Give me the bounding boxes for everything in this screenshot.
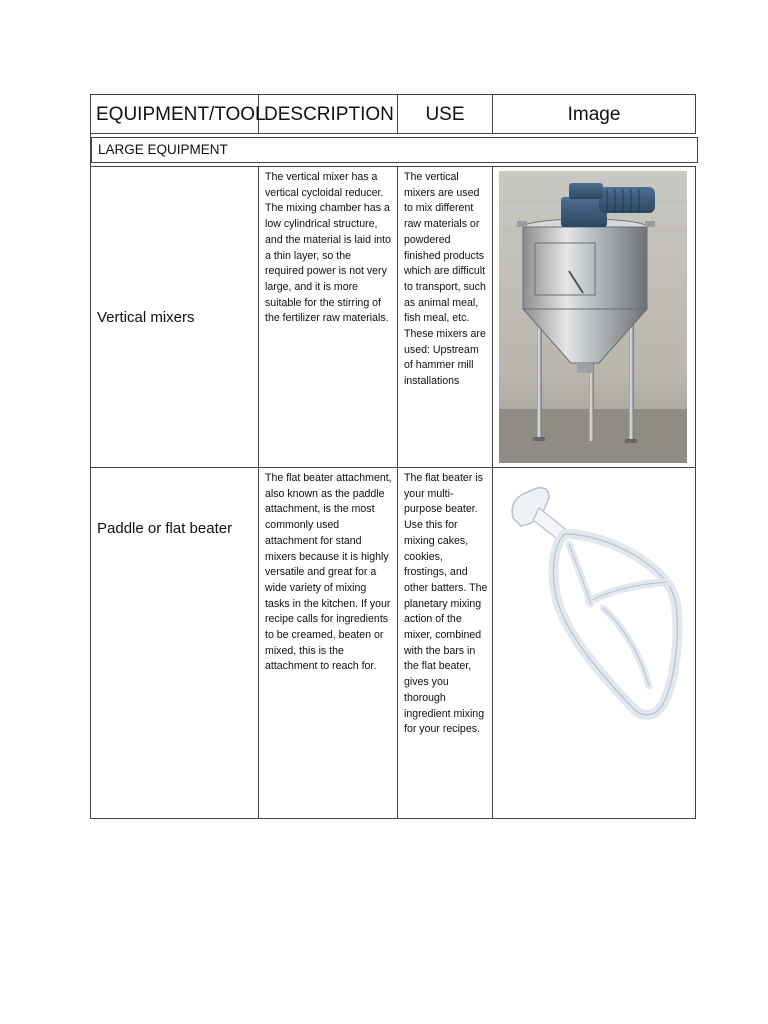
equipment-name: Vertical mixers [91,167,259,468]
vertical-mixer-photo [499,171,687,463]
section-row [91,134,696,167]
section-title: LARGE EQUIPMENT [91,137,698,163]
equipment-use: The vertical mixers are used to mix different raw materials or powdered finished products which are difficult to transport, such as animal meal, fish meal, etc. These mixers are used: Upstream of hammer mill installations [398,167,493,468]
equipment-image [493,468,696,819]
equipment-table [90,94,696,819]
header-row [91,95,696,134]
equipment-image [493,167,696,468]
header-equipment-tool: EQUIPMENT/TOOL [91,95,259,134]
flat-beater-photo [499,472,687,728]
header-description: DESCRIPTION [259,95,398,134]
equipment-use: The flat beater is your multi-purpose beater. Use this for mixing cakes, cookies, frostings, and other batters. The planetary mixing action of the mixer, combined with the bars in the flat beater, gives you thorough ingredient mixing for your recipes. [398,468,493,819]
header-image: Image [493,95,696,134]
equipment-description: The vertical mixer has a vertical cycloidal reducer. The mixing chamber has a low cylindrical structure, and the material is laid into a thin layer, so the required power is not very large, and it is more suitable for the stirring of the fertilizer raw materials. [259,167,398,468]
header-use: USE [398,95,493,134]
equipment-description: The flat beater attachment, also known as the paddle attachment, is the most commonly used attachment for stand mixers because it is highly versatile and great for a wide variety of mixing tasks in the kitchen. If your recipe calls for ingredients to be creamed, beaten or mixed, this is the attachment to reach for. [259,468,398,819]
table-row [91,468,696,819]
equipment-name: Paddle or flat beater [91,468,259,819]
table-row [91,167,696,468]
